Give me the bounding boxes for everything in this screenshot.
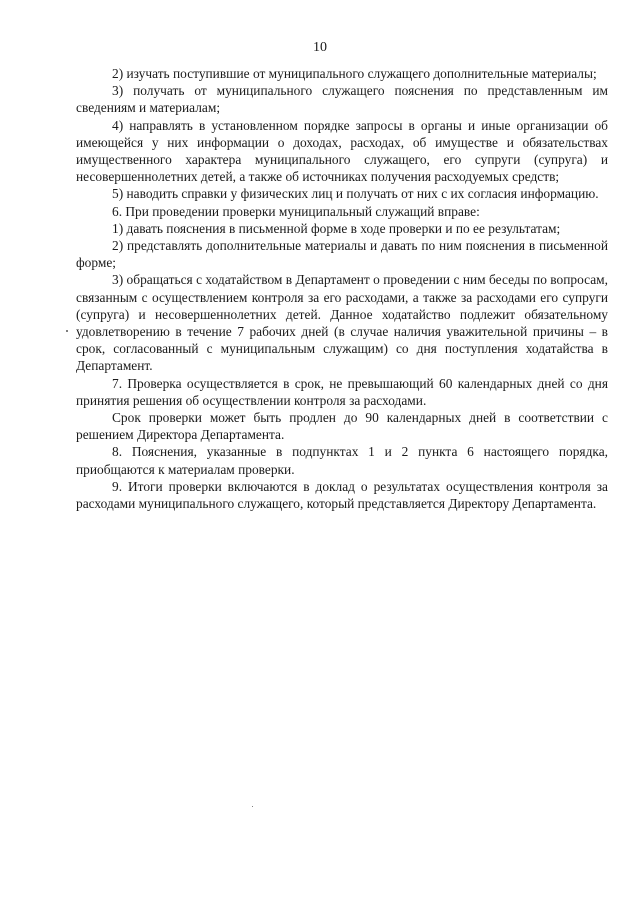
paragraph: 3) получать от муниципального служащего пояснения по представленным им сведениям и материалам; (76, 83, 608, 116)
paragraph: 8. Пояснения, указанные в подпунктах 1 и 2 пункта 6 настоящего порядка, приобщаются к материалам проверки. (76, 444, 608, 477)
paragraph: Срок проверки может быть продлен до 90 календарных дней в соответствии с решением Директора Департамента. (76, 410, 608, 443)
paragraph: 5) наводить справки у физических лиц и получать от них с их согласия информацию. (112, 186, 599, 202)
scan-speck (252, 806, 253, 807)
paragraph: 4) направлять в установленном порядке запросы в органы и иные организации об имеющейся у них информации о доходах, расходах, об имуществе и обязательствах имущественного характера муниципального служащего, его супруги (супруга) и несовершеннолетних детей, а также об источниках получения расходуемых средств; (76, 117, 608, 185)
page-number: 10 (313, 40, 327, 55)
paragraph: 2) представлять дополнительные материалы и давать по ним пояснения в письменной форме; (76, 238, 608, 271)
paragraph: 6. При проведении проверки муниципальный служащий вправе: (112, 203, 480, 219)
paragraph: 2) изучать поступившие от муниципального служащего дополнительные материалы; (112, 66, 597, 81)
paragraph: 7. Проверка осуществляется в срок, не превышающий 60 календарных дней со дня принятия решения об осуществлении контроля за расходами. (76, 375, 608, 408)
scan-speck (66, 330, 68, 332)
paragraph: 3) обращаться с ходатайством в Департамент о проведении с ним беседы по вопросам, связанным с осуществлением контроля за его расходами, а также за расходами его супруги (супруга) и несовершеннолетних детей. Данное ходатайство подлежит обязательному удовлетворению в течение 7 рабочих дней (в случае наличия уважительной причины – в срок, согласованный с муниципальным служащим) со дня поступления ходатайства в Департамент. (76, 272, 608, 374)
paragraph: 1) давать пояснения в письменной форме в ходе проверки и по ее результатам; (112, 220, 561, 236)
document-body (76, 65, 608, 512)
paragraph: 9. Итоги проверки включаются в доклад о результатах осуществления контроля за расходами муниципального служащего, который представляется Директору Департамента. (76, 478, 608, 512)
